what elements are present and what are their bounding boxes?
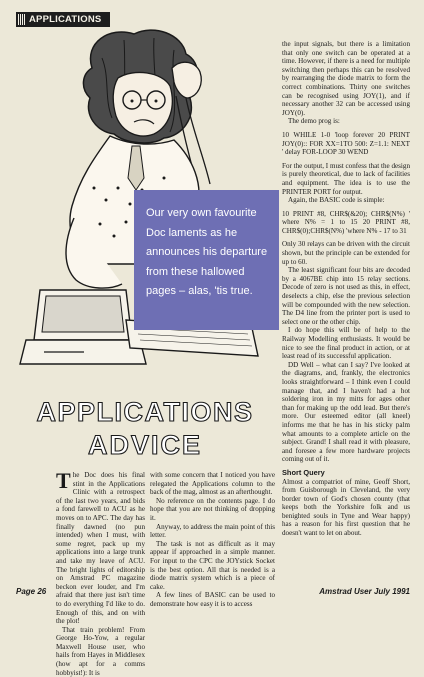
headline-line-1: APPLICATIONS — [36, 397, 254, 427]
body-paragraph: That train problem! From George Ho-Yow, a regular Maxwell House user, who hails from Hayes in Middlesex (how apt for a comms hobbyist!): It is — [56, 625, 145, 677]
body-paragraph: No reference on the contents page. I do hope that you are not thinking of dropping it. — [150, 496, 275, 522]
intro-paragraph — [56, 468, 145, 626]
page-number: Page 26 — [16, 587, 47, 596]
headline-line-2: ADVICE — [87, 430, 202, 460]
article-headline — [14, 396, 276, 461]
magazine-issue: Amstrad User July 1991 — [319, 587, 410, 596]
middle-text-column — [150, 471, 275, 609]
body-paragraph: The demo prog is: — [288, 117, 340, 126]
drop-cap: T — [56, 468, 71, 493]
caption-panel — [134, 190, 279, 330]
body-paragraph: I do hope this will be of help to the Railway Modelling enthusiasts. It would be nice to see the final product in action, or at least read of its successful application. — [282, 326, 410, 361]
body-paragraph: The least significant four bits are decoded by a 4067BE chip into 15 relay sections. Decode of zero is not used as this, in effect, deselects a chip, else the previous selection will be compounded with the new selection. The D4 line from the printer port is used to select one or the other chip. — [282, 266, 410, 326]
body-paragraph: Almost a compatriot of mine, Geoff Short, from Guisborough in Cleveland, the very border town of God's chosen county (that keeps both the Yorkshire folk and us benighted souls in Tyne and Wear happy) has a reason for his first question that he doesn't want to let on about. — [282, 477, 410, 538]
body-paragraph: Again, the BASIC code is simple: — [288, 196, 385, 205]
code-listing: 10 PRINT #8, CHR$(&20); CHR$(N%) ' where N% = 1 to 15 20 PRINT #8, CHR$(0);CHR$(N%) 'where N% - 17 to 31 — [282, 209, 410, 235]
caption-text: Our very own favourite Doc laments as he announces his departure from these hallowed pages – alas, 'tis true. — [146, 207, 268, 297]
body-paragraph: For the output, I must confess that the design is purely theoretical, due to lack of facilities and equipment. The idea is to use the PRINTER PORT for output. — [282, 161, 410, 196]
body-paragraph: with some concern that I noticed you have relegated the Applications column to the back of the mag, almost as an afterthought. — [150, 471, 275, 497]
body-paragraph: Only 30 relays can be driven with the circuit shown, but the principle can be extended for up to 60. — [282, 240, 410, 266]
body-paragraph: Anyway, to address the main point of this letter. — [150, 522, 275, 540]
body-paragraph: DD Well – what can I say? I've looked at the diagrams, and, frankly, the electronics looks straightforward – I think even I could manage that, and I haven't had a hot soldering iron in my mitts for ages other than for making up the odd lead. But there's more. Our esteemed editor (all kneel) informs me that he has in his sticky palm what amounts to a complete article on the subject. Grand! I shall read it with pleasure, and foresee a few more hardware projects coming out of it. — [282, 360, 410, 464]
intro-text: he Doc does his final stint in the Applications Clinic with a retrospect of the last two years, and bids a fond farewell to ACU as he moves on to APC. The day has finally dawned (no pun intended) when I must, with some regret, pack up my applications into a large trunk and take my leave of ACU. The bright lights of editorship on Amstrad PC magazine beckon ever louder, and I'm afraid that there just isn't time to do everything I'd like to do. Enough of this, and on with the plot! — [56, 471, 145, 626]
section-banner — [16, 12, 110, 27]
right-text-column — [282, 40, 410, 538]
left-text-column — [56, 468, 145, 677]
code-listing: 10 WHILE 1-0 'loop forever 20 PRINT JOY(0):: FOR XX=1TO 500: Z=1.1: NEXT ' delay FOR-LOOP 30 WEND — [282, 130, 410, 157]
body-paragraph: A few lines of BASIC can be used to demonstrate how easy it is to access — [150, 591, 275, 608]
body-paragraph: the input signals, but there is a limitation that only one switch can be operated at a time. However, if there is a need for multiple switching then perhaps this can be resolved by rearranging the diode matrix to form the correct combinations. Thirty one switches can be recognised using JOY(1), and if necessary another 32 can be accessed using JOY(0). — [282, 40, 410, 117]
subheading: Short Query — [282, 467, 325, 477]
banner-stripe-icon — [18, 14, 26, 25]
body-paragraph: The task is not as difficult as it may appear if approached in a simple manner. For input to the CPC the JOYstick Socket is the best option. All that is needed is a diode matrix system which is a piece of cake. — [150, 539, 275, 591]
section-label: APPLICATIONS — [29, 14, 102, 25]
